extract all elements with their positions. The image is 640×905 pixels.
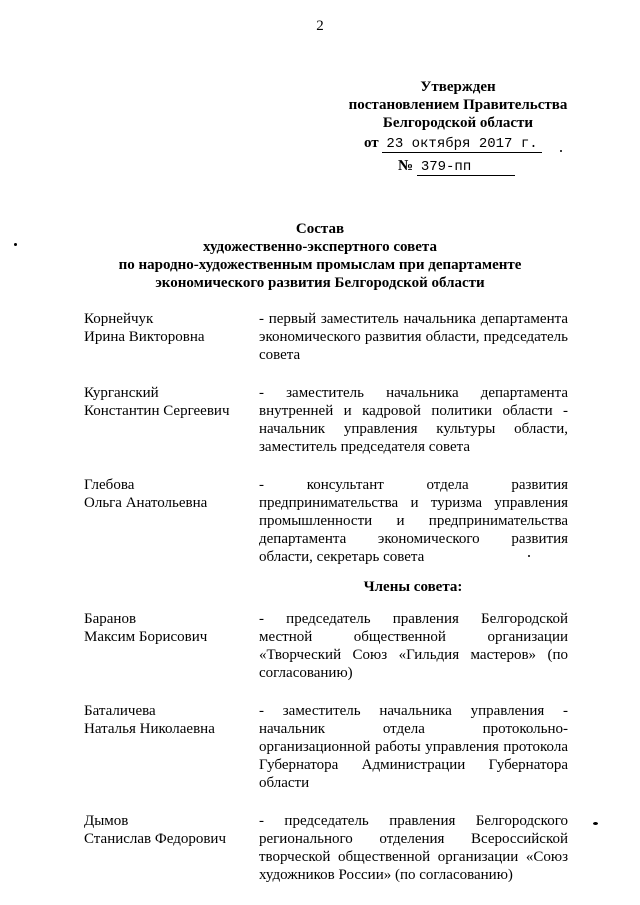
approval-line-2: постановлением Правительства	[348, 97, 568, 113]
member-name	[84, 702, 259, 792]
member-surname: Баранов	[84, 611, 137, 627]
member-surname: Глебова	[84, 477, 135, 493]
member-role: - председатель правления Белгородского регионального отделения Всероссийской творческой общественной организации «Союз художников России» (по согласованию)	[259, 813, 568, 883]
member-row	[84, 476, 568, 566]
member-role: - заместитель начальника управления - начальник отдела протокольно-организационной работы управления протокола Губернатора Администрации Губернатора области	[259, 703, 568, 791]
members-heading: Члены совета:	[363, 579, 463, 595]
page-number: 2	[316, 18, 324, 34]
member-name	[84, 476, 259, 566]
scan-speck	[528, 555, 530, 557]
approval-date-row	[340, 134, 576, 153]
member-role: - председатель правления Белгородской местной общественной организации «Творческий Союз «Гильдия мастеров» (по согласованию)	[259, 611, 568, 681]
title-line-4: экономического развития Белгородской области	[155, 275, 485, 291]
approval-date-value: 23 октября 2017 г.	[382, 136, 541, 153]
member-given-names: Ирина Викторовна	[84, 329, 205, 345]
member-row	[84, 384, 568, 456]
member-given-names: Наталья Николаевна	[84, 721, 215, 737]
member-surname: Баталичева	[84, 703, 156, 719]
member-role: - первый заместитель начальника департамента экономического развития области, председатель совета	[259, 311, 568, 363]
member-given-names: Ольга Анатольевна	[84, 495, 208, 511]
title-line-3: по народно-художественным промыслам при департаменте	[118, 257, 522, 273]
member-role: - заместитель начальника департамента внутренней и кадровой политики области - начальник управления культуры области, заместитель председателя совета	[259, 385, 568, 455]
member-given-names: Максим Борисович	[84, 629, 208, 645]
scan-speck	[593, 822, 598, 825]
member-name	[84, 310, 259, 364]
member-row	[84, 702, 568, 792]
member-row	[84, 310, 568, 364]
member-given-names: Константин Сергеевич	[84, 403, 230, 419]
approval-number-value: 379-пп	[417, 159, 515, 176]
approval-date-prefix: от	[364, 135, 379, 151]
member-name	[84, 812, 259, 884]
title-line-1: Состав	[295, 221, 345, 237]
scan-speck	[14, 243, 17, 246]
scan-speck	[560, 150, 562, 152]
document-title	[0, 220, 640, 292]
approval-stamp	[340, 78, 576, 176]
approval-line-3: Белгородской области	[382, 115, 534, 131]
member-surname: Курганский	[84, 385, 159, 401]
member-surname: Дымов	[84, 813, 129, 829]
approval-number-prefix: №	[398, 158, 414, 174]
member-role: - консультант отдела развития предпринимательства и туризма управления промышленности и предпринимательства департамента экономического развития области, секретарь совета	[259, 477, 568, 565]
member-name	[84, 384, 259, 456]
approval-number-row	[340, 157, 576, 176]
title-line-2: художественно-экспертного совета	[203, 239, 437, 255]
member-name	[84, 610, 259, 682]
member-given-names: Станислав Федорович	[84, 831, 226, 847]
council-composition	[84, 310, 568, 884]
member-row	[84, 610, 568, 682]
member-surname: Корнейчук	[84, 311, 154, 327]
approval-line-1: Утвержден	[420, 79, 496, 95]
member-row	[84, 812, 568, 884]
